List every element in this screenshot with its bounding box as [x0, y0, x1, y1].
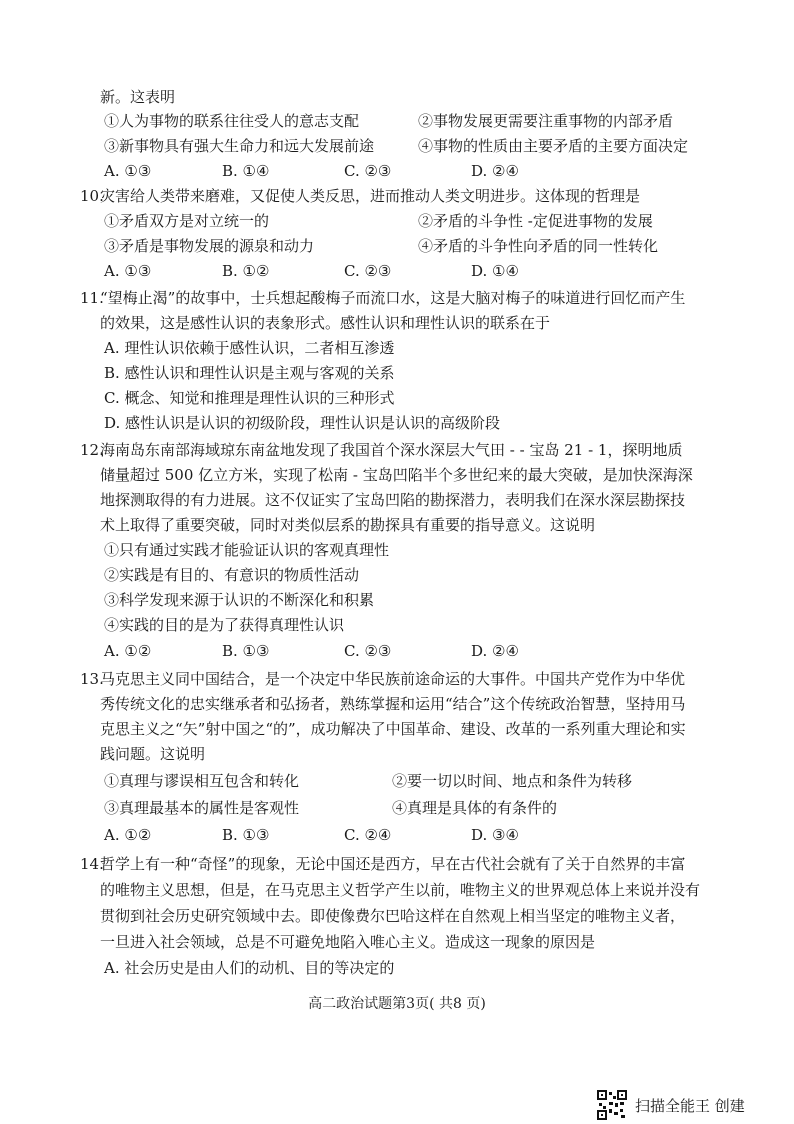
q12-option-4: ④实践的目的是为了获得真理性认识: [104, 616, 345, 634]
q11-option-a: A. 理性认识依赖于感性认识，二者相互渗透: [104, 339, 395, 357]
q10-option-1: ①矛盾双方是对立统一的: [104, 212, 270, 230]
q9-answer-b: B. ①④: [222, 162, 270, 180]
qr-code-icon: [597, 1090, 627, 1120]
page-footer: 高二政治试题第3页( 共8 页): [308, 996, 486, 1012]
q9-stem-end: 新。这表明: [100, 88, 176, 106]
q12-option-2: ②实践是有目的、有意识的物质性活动: [104, 566, 360, 584]
q14-stem-line-4: 一旦进入社会领域，总是不可避免地陷入唯心主义。造成这一现象的原因是: [100, 933, 596, 951]
q13-answer-c: C. ②④: [344, 826, 392, 844]
q11-option-b: B. 感性认识和理性认识是主观与客观的关系: [104, 364, 395, 382]
q10-stem: 灾害给人类带来磨难，又促使人类反思，进而推动人类文明进步。这体现的哲理是: [100, 187, 641, 205]
q9-answer-c: C. ②③: [344, 162, 392, 180]
q10-number: 10.: [80, 187, 104, 205]
q13-stem-line-1: 马克思主义同中国结合，是一个决定中华民族前途命运的大事件。中国共产党作为中华优: [100, 670, 686, 688]
q12-stem-line-4: 术上取得了重要突破，同时对类似层系的勘探具有重要的指导意义。这说明: [100, 516, 596, 534]
q14-stem-line-3: 贯彻到社会历史研究领域中去。即使像费尔巴哈这样在自然观上相当坚定的唯物主义者，: [100, 907, 686, 925]
q13-option-4: ④真理是具体的有条件的: [392, 799, 558, 817]
q10-option-2: ②矛盾的斗争性 -定促进事物的发展: [418, 212, 653, 230]
q10-answer-a: A. ①③: [104, 262, 152, 280]
q13-option-2: ②要一切以时间、地点和条件为转移: [392, 772, 633, 790]
q11-number: 11.: [80, 289, 104, 307]
q9-option-2: ②事物发展更需要注重事物的内部矛盾: [418, 112, 674, 130]
q9-answer-d: D. ②④: [471, 162, 519, 180]
q9-option-1: ①人为事物的联系往往受人的意志支配: [104, 112, 360, 130]
q13-stem-line-4: 践问题。这说明: [100, 745, 206, 763]
q13-answer-b: B. ①③: [222, 826, 270, 844]
q11-option-d: D. 感性认识是认识的初级阶段，理性认识是认识的高级阶段: [104, 414, 501, 432]
q13-number: 13.: [80, 670, 104, 688]
watermark-text: 扫描全能王 创建: [635, 1096, 745, 1115]
q13-option-3: ③真理最基本的属性是客观性: [104, 799, 300, 817]
q10-answer-c: C. ②③: [344, 262, 392, 280]
q10-option-4: ④矛盾的斗争性向矛盾的同一性转化: [418, 237, 659, 255]
q13-answer-d: D. ③④: [471, 826, 519, 844]
q12-stem-line-1: 海南岛东南部海域琼东南盆地发现了我国首个深水深层大气田 - - 宝岛 21 - 1，探明地质: [100, 441, 683, 459]
q9-option-3: ③新事物具有强大生命力和远大发展前途: [104, 137, 375, 155]
q14-number: 14.: [80, 855, 104, 873]
q11-stem-line-2: 的效果，这是感性认识的表象形式。感性认识和理性认识的联系在于: [100, 314, 551, 332]
q12-stem-line-3: 地探测取得的有力进展。这不仅证实了宝岛凹陷的勘探潜力，表明我们在深水深层勘探技: [100, 491, 686, 509]
scanner-watermark: [597, 1086, 745, 1124]
q13-option-1: ①真理与谬误相互包含和转化: [104, 772, 300, 790]
q12-stem-line-2: 储量超过 500 亿立方米，实现了松南 - 宝岛凹陷半个多世纪来的最大突破，是加快深海深: [100, 466, 693, 484]
q12-answer-b: B. ①③: [222, 642, 270, 660]
q12-answer-d: D. ②④: [471, 642, 519, 660]
q11-option-c: C. 概念、知觉和推理是理性认识的三种形式: [104, 389, 395, 407]
q14-stem-line-1: 哲学上有一种“奇怪”的现象，无论中国还是西方，早在古代社会就有了关于自然界的丰富: [100, 855, 686, 873]
q12-answer-a: A. ①②: [104, 642, 152, 660]
q14-stem-line-2: 的唯物主义思想，但是，在马克思主义哲学产生以前，唯物主义的世界观总体上来说并没有: [100, 881, 701, 899]
q13-stem-line-2: 秀传统文化的忠实继承者和弘扬者，熟练掌握和运用“结合”这个传统政治智慧，坚持用马: [100, 695, 686, 713]
q12-number: 12.: [80, 441, 104, 459]
q13-answer-a: A. ①②: [104, 826, 152, 844]
q12-option-1: ①只有通过实践才能验证认识的客观真理性: [104, 541, 390, 559]
q12-answer-c: C. ②③: [344, 642, 392, 660]
q9-answer-a: A. ①③: [104, 162, 152, 180]
q9-option-4: ④事物的性质由主要矛盾的主要方面决定: [418, 137, 689, 155]
q10-option-3: ③矛盾是事物发展的源泉和动力: [104, 237, 315, 255]
q12-option-3: ③科学发现来源于认识的不断深化和积累: [104, 591, 375, 609]
q11-stem-line-1: “望梅止渴”的故事中，士兵想起酸梅子而流口水，这是大脑对梅子的味道进行回忆而产生: [100, 289, 686, 307]
q10-answer-b: B. ①②: [222, 262, 270, 280]
q14-option-a: A. 社会历史是由人们的动机、目的等决定的: [104, 959, 395, 977]
q13-stem-line-3: 克思主义之“矢”射中国之“的”，成功解决了中国革命、建设、改革的一系列重大理论和实: [100, 720, 686, 738]
q10-answer-d: D. ①④: [471, 262, 519, 280]
